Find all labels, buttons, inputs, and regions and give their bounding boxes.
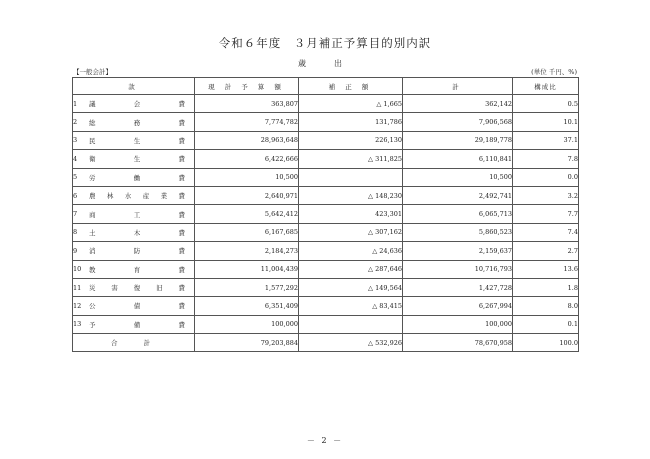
- row-current: 6,167,685: [195, 223, 299, 241]
- row-name: 土木費: [89, 228, 185, 237]
- row-number: 1: [73, 99, 78, 108]
- section-heading: 歳 出: [298, 59, 352, 68]
- row-number: 4: [73, 154, 78, 163]
- row-item: [73, 168, 195, 186]
- row-item: [73, 297, 195, 315]
- row-adjust: 226,130: [299, 131, 403, 149]
- row-current: 1,577,292: [195, 278, 299, 296]
- header-current: 現 計 予 算 額: [195, 78, 299, 95]
- row-item: [73, 113, 195, 131]
- row-name: 議会費: [89, 100, 185, 109]
- total-current: 79,203,884: [195, 334, 299, 352]
- row-number: 13: [73, 320, 82, 329]
- row-number: 6: [73, 191, 78, 200]
- row-current: 10,500: [195, 168, 299, 186]
- row-number: 11: [73, 283, 82, 292]
- row-ratio: 7.4: [513, 223, 579, 241]
- page-title: 令和６年度 ３月補正予算目的別内訳: [218, 36, 432, 50]
- total-row: [73, 334, 579, 352]
- budget-table: [72, 77, 579, 352]
- table-row: [73, 131, 579, 149]
- row-number: 7: [73, 210, 78, 219]
- row-adjust: [299, 168, 403, 186]
- row-current: 6,351,409: [195, 297, 299, 315]
- row-item: [73, 315, 195, 333]
- table-row: [73, 242, 579, 260]
- row-ratio: 0.5: [513, 95, 579, 113]
- header-item: 款: [73, 78, 195, 95]
- table-header-row: [73, 78, 579, 95]
- row-name: 衛生費: [89, 155, 185, 164]
- row-total: 2,492,741: [403, 186, 513, 204]
- table-row: [73, 297, 579, 315]
- row-total: 5,860,523: [403, 223, 513, 241]
- header-total: 計: [403, 78, 513, 95]
- row-ratio: 7.7: [513, 205, 579, 223]
- row-adjust: [299, 315, 403, 333]
- row-total: 100,000: [403, 315, 513, 333]
- row-adjust: 423,301: [299, 205, 403, 223]
- header-ratio: 構成比: [513, 78, 579, 95]
- row-total: 2,159,637: [403, 242, 513, 260]
- row-adjust: △ 307,162: [299, 223, 403, 241]
- table-row: [73, 186, 579, 204]
- row-number: 12: [73, 301, 82, 310]
- unit-label: (単位 千円、%): [531, 68, 577, 76]
- row-total: 6,267,994: [403, 297, 513, 315]
- total-label: 合計: [73, 334, 195, 352]
- row-number: 2: [73, 118, 78, 127]
- row-ratio: 8.0: [513, 297, 579, 315]
- row-current: 11,004,439: [195, 260, 299, 278]
- row-ratio: 37.1: [513, 131, 579, 149]
- row-name: 労働費: [89, 173, 185, 182]
- row-ratio: 2.7: [513, 242, 579, 260]
- row-total: 362,142: [403, 95, 513, 113]
- table-row: [73, 168, 579, 186]
- row-item: [73, 223, 195, 241]
- row-name: 予備費: [89, 320, 185, 329]
- row-ratio: 3.2: [513, 186, 579, 204]
- table-row: [73, 95, 579, 113]
- row-adjust: △ 311,825: [299, 150, 403, 168]
- row-number: 8: [73, 228, 78, 237]
- page-number: － 2 －: [306, 436, 344, 445]
- row-name: 教育費: [89, 265, 185, 274]
- row-name: 農林水産業費: [89, 192, 185, 201]
- row-number: 10: [73, 265, 82, 274]
- row-adjust: △ 148,230: [299, 186, 403, 204]
- row-ratio: 0.1: [513, 315, 579, 333]
- row-total: 10,500: [403, 168, 513, 186]
- row-name: 民生費: [89, 136, 185, 145]
- row-current: 100,000: [195, 315, 299, 333]
- row-adjust: △ 83,415: [299, 297, 403, 315]
- row-item: [73, 150, 195, 168]
- row-current: 2,640,971: [195, 186, 299, 204]
- table-row: [73, 205, 579, 223]
- row-total: 6,065,713: [403, 205, 513, 223]
- row-item: [73, 278, 195, 296]
- total-total: 78,670,958: [403, 334, 513, 352]
- row-name: 総務費: [89, 118, 185, 127]
- row-name: 商工費: [89, 210, 185, 219]
- row-current: 28,963,648: [195, 131, 299, 149]
- table-row: [73, 315, 579, 333]
- row-total: 1,427,728: [403, 278, 513, 296]
- row-current: 2,184,273: [195, 242, 299, 260]
- header-adjust: 補 正 額: [299, 78, 403, 95]
- row-item: [73, 131, 195, 149]
- table-row: [73, 223, 579, 241]
- row-adjust: △ 1,665: [299, 95, 403, 113]
- row-total: 10,716,793: [403, 260, 513, 278]
- row-item: [73, 260, 195, 278]
- row-total: 7,906,568: [403, 113, 513, 131]
- table-row: [73, 113, 579, 131]
- row-ratio: 13.6: [513, 260, 579, 278]
- row-ratio: 7.8: [513, 150, 579, 168]
- row-ratio: 10.1: [513, 113, 579, 131]
- row-total: 6,110,841: [403, 150, 513, 168]
- row-item: [73, 95, 195, 113]
- row-adjust: △ 149,564: [299, 278, 403, 296]
- row-name: 災害復旧費: [89, 284, 185, 293]
- row-name: 消防費: [89, 247, 185, 256]
- table-row: [73, 260, 579, 278]
- row-current: 5,642,412: [195, 205, 299, 223]
- row-number: 9: [73, 246, 78, 255]
- total-ratio: 100.0: [513, 334, 579, 352]
- row-item: [73, 242, 195, 260]
- row-ratio: 1.8: [513, 278, 579, 296]
- row-name: 公債費: [89, 302, 185, 311]
- row-current: 6,422,666: [195, 150, 299, 168]
- row-item: [73, 205, 195, 223]
- row-adjust: 131,786: [299, 113, 403, 131]
- table-row: [73, 278, 579, 296]
- row-current: 363,807: [195, 95, 299, 113]
- row-total: 29,189,778: [403, 131, 513, 149]
- row-current: 7,774,782: [195, 113, 299, 131]
- row-adjust: △ 287,646: [299, 260, 403, 278]
- row-ratio: 0.0: [513, 168, 579, 186]
- account-label: 【一般会計】: [73, 68, 112, 76]
- row-number: 5: [73, 173, 78, 182]
- table-row: [73, 150, 579, 168]
- row-item: [73, 186, 195, 204]
- row-adjust: △ 24,636: [299, 242, 403, 260]
- row-number: 3: [73, 136, 78, 145]
- total-adjust: △ 532,926: [299, 334, 403, 352]
